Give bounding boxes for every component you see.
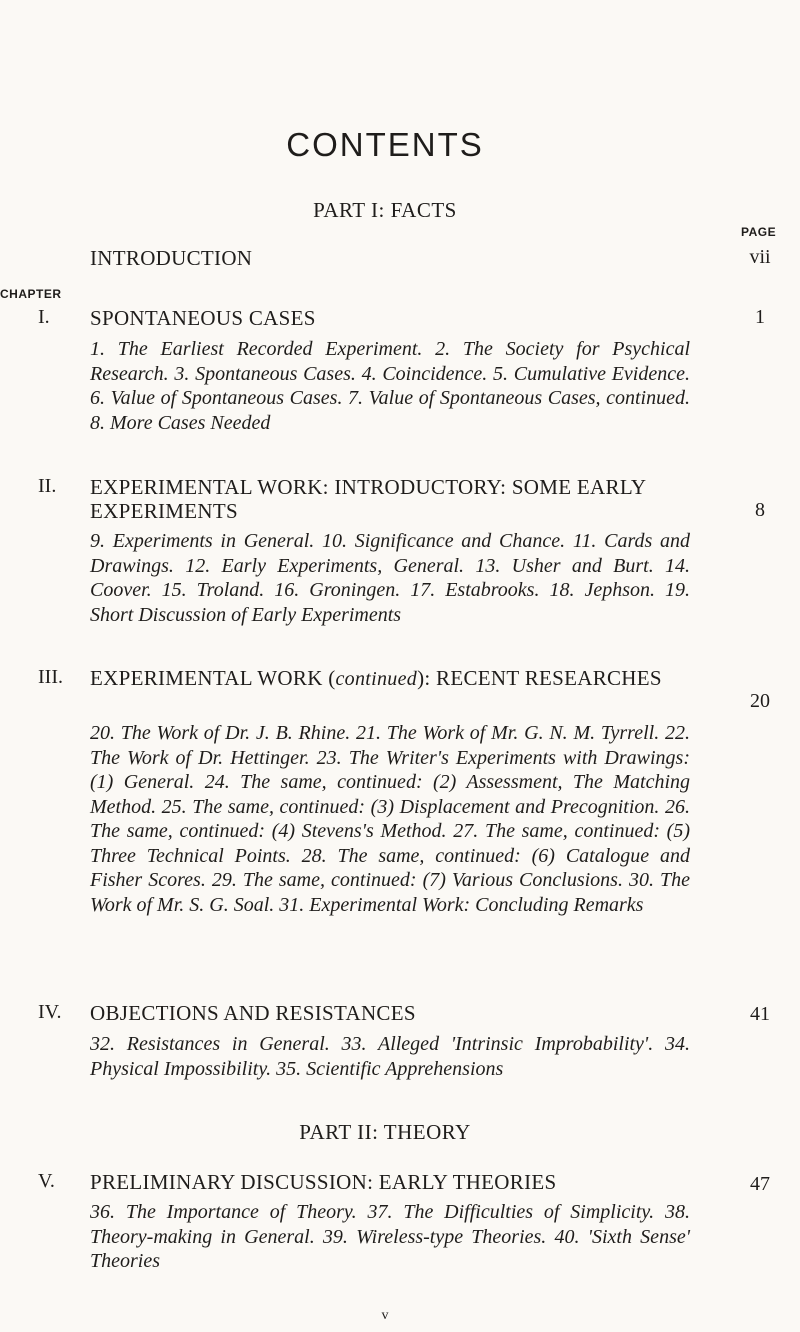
introduction-page: vii xyxy=(749,246,771,268)
chapter-sections: 20. The Work of Dr. J. B. Rhine. 21. The Work of Mr. G. N. M. Tyrrell. 22. The Work of Dr. Hettinger. 23. The Writer's Experiments with Drawings: (1) General. 24. The same, continued: (2) Assessment, The Matching Method. 25. The same, continued: (3) Displacement and Precognition. 26. The same, continued: (4) Stevens's Method. 27. The same, continued: (5) Three Technical Points. 28. The same, continued: (6) Catalogue and Fisher Scores. 29. The same, continued: (7) Various Conclusions. 30. The Work of Mr. S. G. Soal. 31. Experimental Work: Concluding Remarks xyxy=(90,722,690,916)
chapter-sections: 1. The Earliest Recorded Experiment. 2. The Society for Psychical Research. 3. Spontaneous Cases. 4. Coincidence. 5. Cumulative Evidence. 6. Value of Spontaneous Cases. 7. Value of Spontaneous Cases, continued. 8. More Cases Needed xyxy=(90,338,690,434)
page-number-footer: v xyxy=(381,1308,389,1323)
introduction-title: INTRODUCTION xyxy=(90,246,253,270)
chapter-sections: 9. Experiments in General. 10. Significance and Chance. 11. Cards and Drawings. 12. Early Experiments, General. 13. Usher and Burt. 14. Coover. 15. Troland. 16. Groningen. 17. Estabrooks. 18. Jephson. 19. Short Discussion of Early Experiments xyxy=(90,530,690,626)
chapter-sections: 36. The Importance of Theory. 37. The Difficulties of Simplicity. 38. Theory-making in General. 39. Wireless-type Theories. 40. 'Sixth Sense' Theories xyxy=(90,1201,690,1272)
chapter-column-label: CHAPTER xyxy=(0,287,62,301)
chapter-page: 41 xyxy=(750,1003,770,1025)
part-one-heading: PART I: FACTS xyxy=(313,198,457,222)
chapter-page: 47 xyxy=(750,1173,770,1195)
chapter-title: PRELIMINARY DISCUSSION: EARLY THEORIES xyxy=(90,1170,557,1194)
chapter-title-part: EXPERIMENTAL WORK ( xyxy=(90,666,336,690)
chapter-title-continued: continued xyxy=(335,668,418,690)
chapter-title: EXPERIMENTAL WORK: INTRODUCTORY: SOME EARLY EXPERIMENTS xyxy=(90,475,646,523)
chapter-page: 20 xyxy=(750,690,770,712)
part-two-heading: PART II: THEORY xyxy=(299,1120,471,1144)
chapter-number: I. xyxy=(38,306,50,328)
chapter-number: IV. xyxy=(38,1001,62,1023)
chapter-title-part: ): RECENT RESEARCHES xyxy=(417,666,662,690)
chapter-page: 8 xyxy=(755,499,765,521)
page-column-label: PAGE xyxy=(741,225,777,239)
chapter-page: 1 xyxy=(755,306,765,328)
chapter-title: OBJECTIONS AND RESISTANCES xyxy=(90,1001,416,1025)
chapter-sections: 32. Resistances in General. 33. Alleged 'Intrinsic Improbability'. 34. Physical Impossibility. 35. Scientific Apprehensions xyxy=(90,1033,690,1080)
chapter-title: SPONTANEOUS CASES xyxy=(90,306,316,330)
page-title: CONTENTS xyxy=(286,126,484,163)
chapter-number: V. xyxy=(38,1170,55,1192)
chapter-number: II. xyxy=(38,475,57,497)
chapter-number: III. xyxy=(38,666,63,688)
chapter-title xyxy=(90,666,690,691)
